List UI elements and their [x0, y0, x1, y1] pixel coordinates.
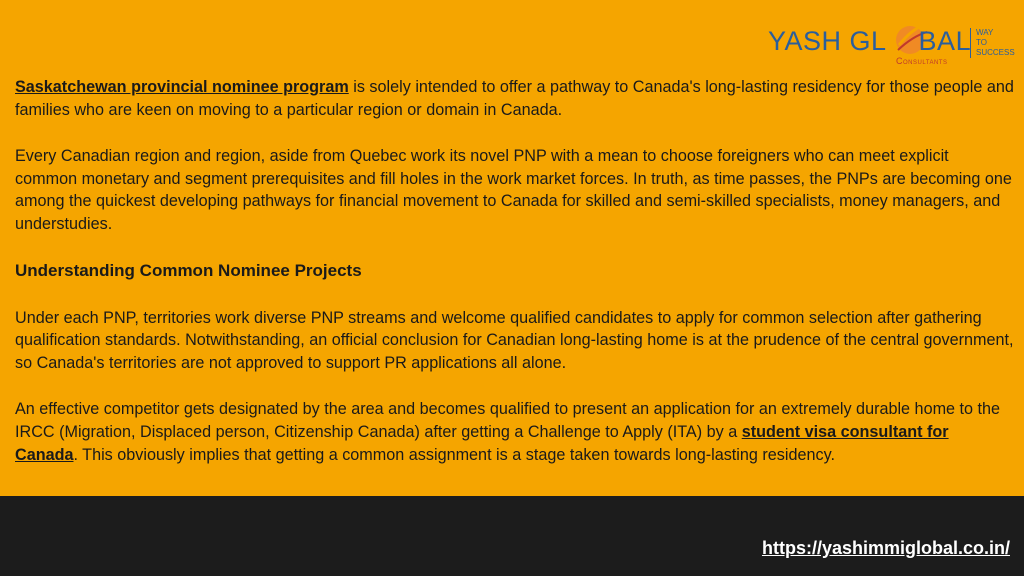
- logo-brand: [768, 26, 971, 57]
- section-heading: Understanding Common Nominee Projects: [15, 260, 362, 280]
- company-logo: [766, 12, 1018, 70]
- logo-brand-left: YASH GL: [768, 26, 887, 56]
- footer-bar: [0, 496, 1024, 576]
- saskatchewan-pnp-link[interactable]: Saskatchewan provincial nominee program: [15, 78, 349, 96]
- tagline-line: TO: [976, 38, 987, 47]
- logo-brand-right: BAL: [918, 26, 972, 56]
- tagline-line: WAY: [976, 28, 994, 37]
- competitor-paragraph: [15, 398, 1015, 466]
- logo-subtitle: Consultants: [896, 56, 948, 66]
- main-content: [15, 76, 1015, 490]
- logo-tagline: [970, 28, 1022, 58]
- streams-paragraph: Under each PNP, territories work diverse PNP streams and welcome qualified candidates to apply for common selection after gathering qualification standards. Notwithstanding, an official conclusion for Canadian long-lasting home is at the prudence of the central government, so Canada's territories are not approved to support PR applications all alone.: [15, 308, 1014, 372]
- intro-text: is solely intended to offer a pathway to Canada's long-lasting residency for those people and families who are keen on moving to a particular region or domain in Canada.: [15, 78, 1014, 119]
- intro-paragraph: [15, 76, 1015, 121]
- tagline-line: SUCCESS: [976, 48, 1015, 57]
- competitor-text-after: . This obviously implies that getting a common assignment is a stage taken towards long-lasting residency.: [73, 445, 835, 464]
- student-visa-consultant-link[interactable]: student visa consultant for Canada: [15, 422, 949, 464]
- competitor-text-before: An effective competitor gets designated by the area and becomes qualified to present an application for an extremely durable home to the IRCC (Migration, Displaced person, Citizenship Canada) after getting a Challenge to Apply (ITA) by a: [15, 400, 1001, 441]
- website-link[interactable]: https://yashimmiglobal.co.in/: [761, 538, 1010, 558]
- pnp-paragraph: Every Canadian region and region, aside from Quebec work its novel PNP with a mean to choose foreigners who can meet explicit common monetary and segment prerequisites and fill holes in the work market forces. In truth, as time passes, the PNPs are becoming one among the quickest developing pathways for financial movement to Canada for skilled and semi-skilled specialists, money managers, and understudies.: [15, 147, 1012, 233]
